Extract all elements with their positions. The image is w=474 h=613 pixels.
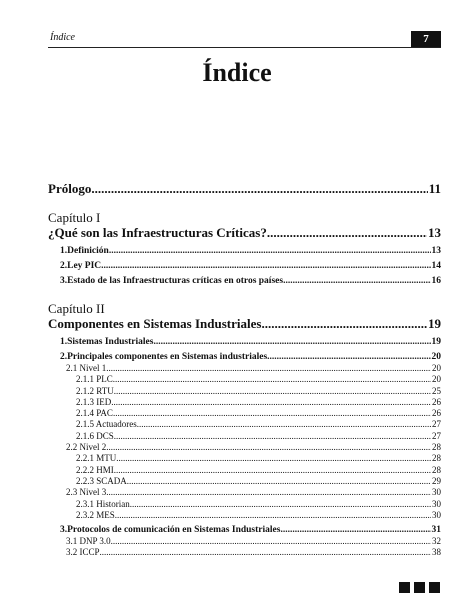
chapter-block xyxy=(48,301,441,559)
chapter-label: Capítulo II xyxy=(48,301,105,316)
dot-leader xyxy=(261,316,427,332)
toc-entry[interactable] xyxy=(48,465,441,476)
toc-entry-page: 28 xyxy=(432,453,441,464)
dot-leader xyxy=(267,225,427,241)
toc-entry[interactable] xyxy=(48,336,441,348)
toc-entry[interactable] xyxy=(48,453,441,464)
toc-entry-number: 3. xyxy=(60,525,68,536)
toc-entry-label: 3.2 ICCP xyxy=(66,547,100,558)
toc-entry[interactable] xyxy=(48,408,441,419)
dot-leader xyxy=(153,336,430,348)
toc-entry-label: 2.1 Nivel 1 xyxy=(66,363,107,373)
toc-entry-label: Definición xyxy=(67,246,109,256)
toc-entry-page: 13 xyxy=(431,246,441,256)
toc-entry[interactable] xyxy=(48,363,441,374)
dot-leader xyxy=(111,536,431,547)
toc-entry-label: 2.2 Nivel 2 xyxy=(66,442,107,453)
toc-entry-number: 2. xyxy=(60,352,68,362)
toc-entry-page: 38 xyxy=(432,547,441,558)
toc-entry-page: 30 xyxy=(432,509,441,520)
toc-entry[interactable] xyxy=(48,487,441,498)
dot-leader xyxy=(115,510,431,521)
square-mark xyxy=(429,582,440,593)
toc-entry-number: 2. xyxy=(60,261,68,271)
chapter-label: Capítulo I xyxy=(48,210,101,225)
toc-entry-label: Protocolos de comunicación en Sistemas Industriales xyxy=(67,525,281,536)
dot-leader xyxy=(100,547,431,558)
chapter-title: Componentes en Sistemas Industriales xyxy=(48,316,262,331)
toc-entry[interactable] xyxy=(48,397,441,408)
toc-entry[interactable] xyxy=(48,374,441,385)
toc-entry-page: 20 xyxy=(432,363,441,373)
chapter-block xyxy=(48,210,441,287)
toc-entry[interactable] xyxy=(48,442,441,453)
toc-entry-prologo[interactable] xyxy=(48,181,441,197)
toc-entry[interactable] xyxy=(48,536,441,547)
toc-entry-chapter[interactable] xyxy=(48,225,441,241)
toc-entry-page: 11 xyxy=(428,181,441,196)
toc-entry-chapter[interactable] xyxy=(48,316,441,332)
toc-entry-page: 14 xyxy=(431,261,441,271)
dot-leader xyxy=(267,351,430,363)
toc-entry-page: 30 xyxy=(432,487,441,498)
toc-entry[interactable] xyxy=(48,499,441,510)
toc-entry-label: 2.1.4 PAC xyxy=(76,408,113,419)
square-mark xyxy=(414,582,425,593)
running-header xyxy=(48,31,441,48)
toc-entry-label: Sistemas Industriales xyxy=(67,337,154,347)
dot-leader xyxy=(114,465,431,476)
toc-entry-label: 3.1 DNP 3.0 xyxy=(66,536,111,547)
dot-leader xyxy=(113,408,431,419)
toc-entry[interactable] xyxy=(48,245,441,257)
toc-entry-page: 19 xyxy=(428,316,441,331)
dot-leader xyxy=(109,245,431,257)
page-number-badge: 7 xyxy=(411,31,441,47)
toc-entry-label: 2.2.2 HMI xyxy=(76,464,114,475)
toc-entry-page: 30 xyxy=(432,498,441,509)
toc-entry-label: 2.2.3 SCADA xyxy=(76,475,127,486)
footer-squares-decoration xyxy=(399,582,440,593)
toc-entry-label: Estado de las Infraestructuras críticas en otros países xyxy=(67,276,284,286)
toc-entry-label: 2.1.6 DCS xyxy=(76,430,114,441)
toc-entry-number: 1. xyxy=(60,246,68,256)
dot-leader xyxy=(106,487,431,498)
toc-entry[interactable] xyxy=(48,524,441,536)
toc-entry-page: 32 xyxy=(432,536,441,547)
toc-entry-label: 2.3.2 MES xyxy=(76,509,115,520)
dot-leader xyxy=(111,397,431,408)
dot-leader xyxy=(130,499,431,510)
toc-entry-label: 2.1.3 IED xyxy=(76,396,112,407)
toc-entry-label: Principales componentes en Sistemas industriales xyxy=(67,352,268,362)
toc-entry[interactable] xyxy=(48,431,441,442)
toc-entry[interactable] xyxy=(48,510,441,521)
toc-entry-page: 28 xyxy=(432,442,441,453)
toc-entry-page: 20 xyxy=(431,352,441,362)
toc-entry-label: 2.1.2 RTU xyxy=(76,385,114,396)
toc-entry-page: 13 xyxy=(428,225,441,240)
toc-entry-page: 19 xyxy=(431,337,441,347)
toc-entry[interactable] xyxy=(48,351,441,363)
toc-entry-label: 2.2.1 MTU xyxy=(76,453,117,464)
toc-entry-label: Prólogo xyxy=(48,181,92,196)
toc-entry-page: 26 xyxy=(432,408,441,419)
table-of-contents xyxy=(48,181,441,559)
dot-leader xyxy=(114,386,431,397)
toc-entry-page: 20 xyxy=(432,374,441,385)
dot-leader xyxy=(283,275,430,287)
dot-leader xyxy=(137,419,431,430)
square-mark xyxy=(399,582,410,593)
toc-entry-number: 1. xyxy=(60,337,68,347)
toc-entry-label: Ley PIC xyxy=(67,261,102,271)
toc-entry-page: 28 xyxy=(432,464,441,475)
page-title: Índice xyxy=(202,58,272,87)
toc-entry-page: 27 xyxy=(432,419,441,430)
toc-entry-page: 31 xyxy=(431,525,441,536)
dot-leader xyxy=(91,181,427,197)
toc-entry[interactable] xyxy=(48,419,441,430)
chapter-title: ¿Qué son las Infraestructuras Críticas? xyxy=(48,225,267,240)
toc-entry[interactable] xyxy=(48,275,441,287)
toc-entry-page: 25 xyxy=(432,385,441,396)
toc-entry[interactable] xyxy=(48,260,441,272)
toc-entry-label: 2.3.1 Historian xyxy=(76,498,130,509)
dot-leader xyxy=(106,442,431,453)
dot-leader xyxy=(114,431,431,442)
dot-leader xyxy=(113,374,431,385)
dot-leader xyxy=(106,363,431,374)
toc-entry[interactable] xyxy=(48,386,441,397)
toc-entry-label: 2.1.5 Actuadores xyxy=(76,419,137,430)
dot-leader xyxy=(101,260,430,272)
toc-entry-label: 2.1.1 PLC xyxy=(76,374,113,385)
toc-entry[interactable] xyxy=(48,476,441,487)
toc-entry-page: 29 xyxy=(432,475,441,486)
dot-leader xyxy=(127,476,431,487)
toc-entry-number: 3. xyxy=(60,276,68,286)
dot-leader xyxy=(116,453,431,464)
dot-leader xyxy=(280,524,430,536)
toc-entry[interactable] xyxy=(48,547,441,558)
toc-entry-label: 2.3 Nivel 3 xyxy=(66,487,107,498)
running-header-title: Índice xyxy=(50,32,75,43)
toc-entry-page: 26 xyxy=(432,396,441,407)
toc-entry-page: 16 xyxy=(431,276,441,286)
toc-entry-page: 27 xyxy=(432,430,441,441)
